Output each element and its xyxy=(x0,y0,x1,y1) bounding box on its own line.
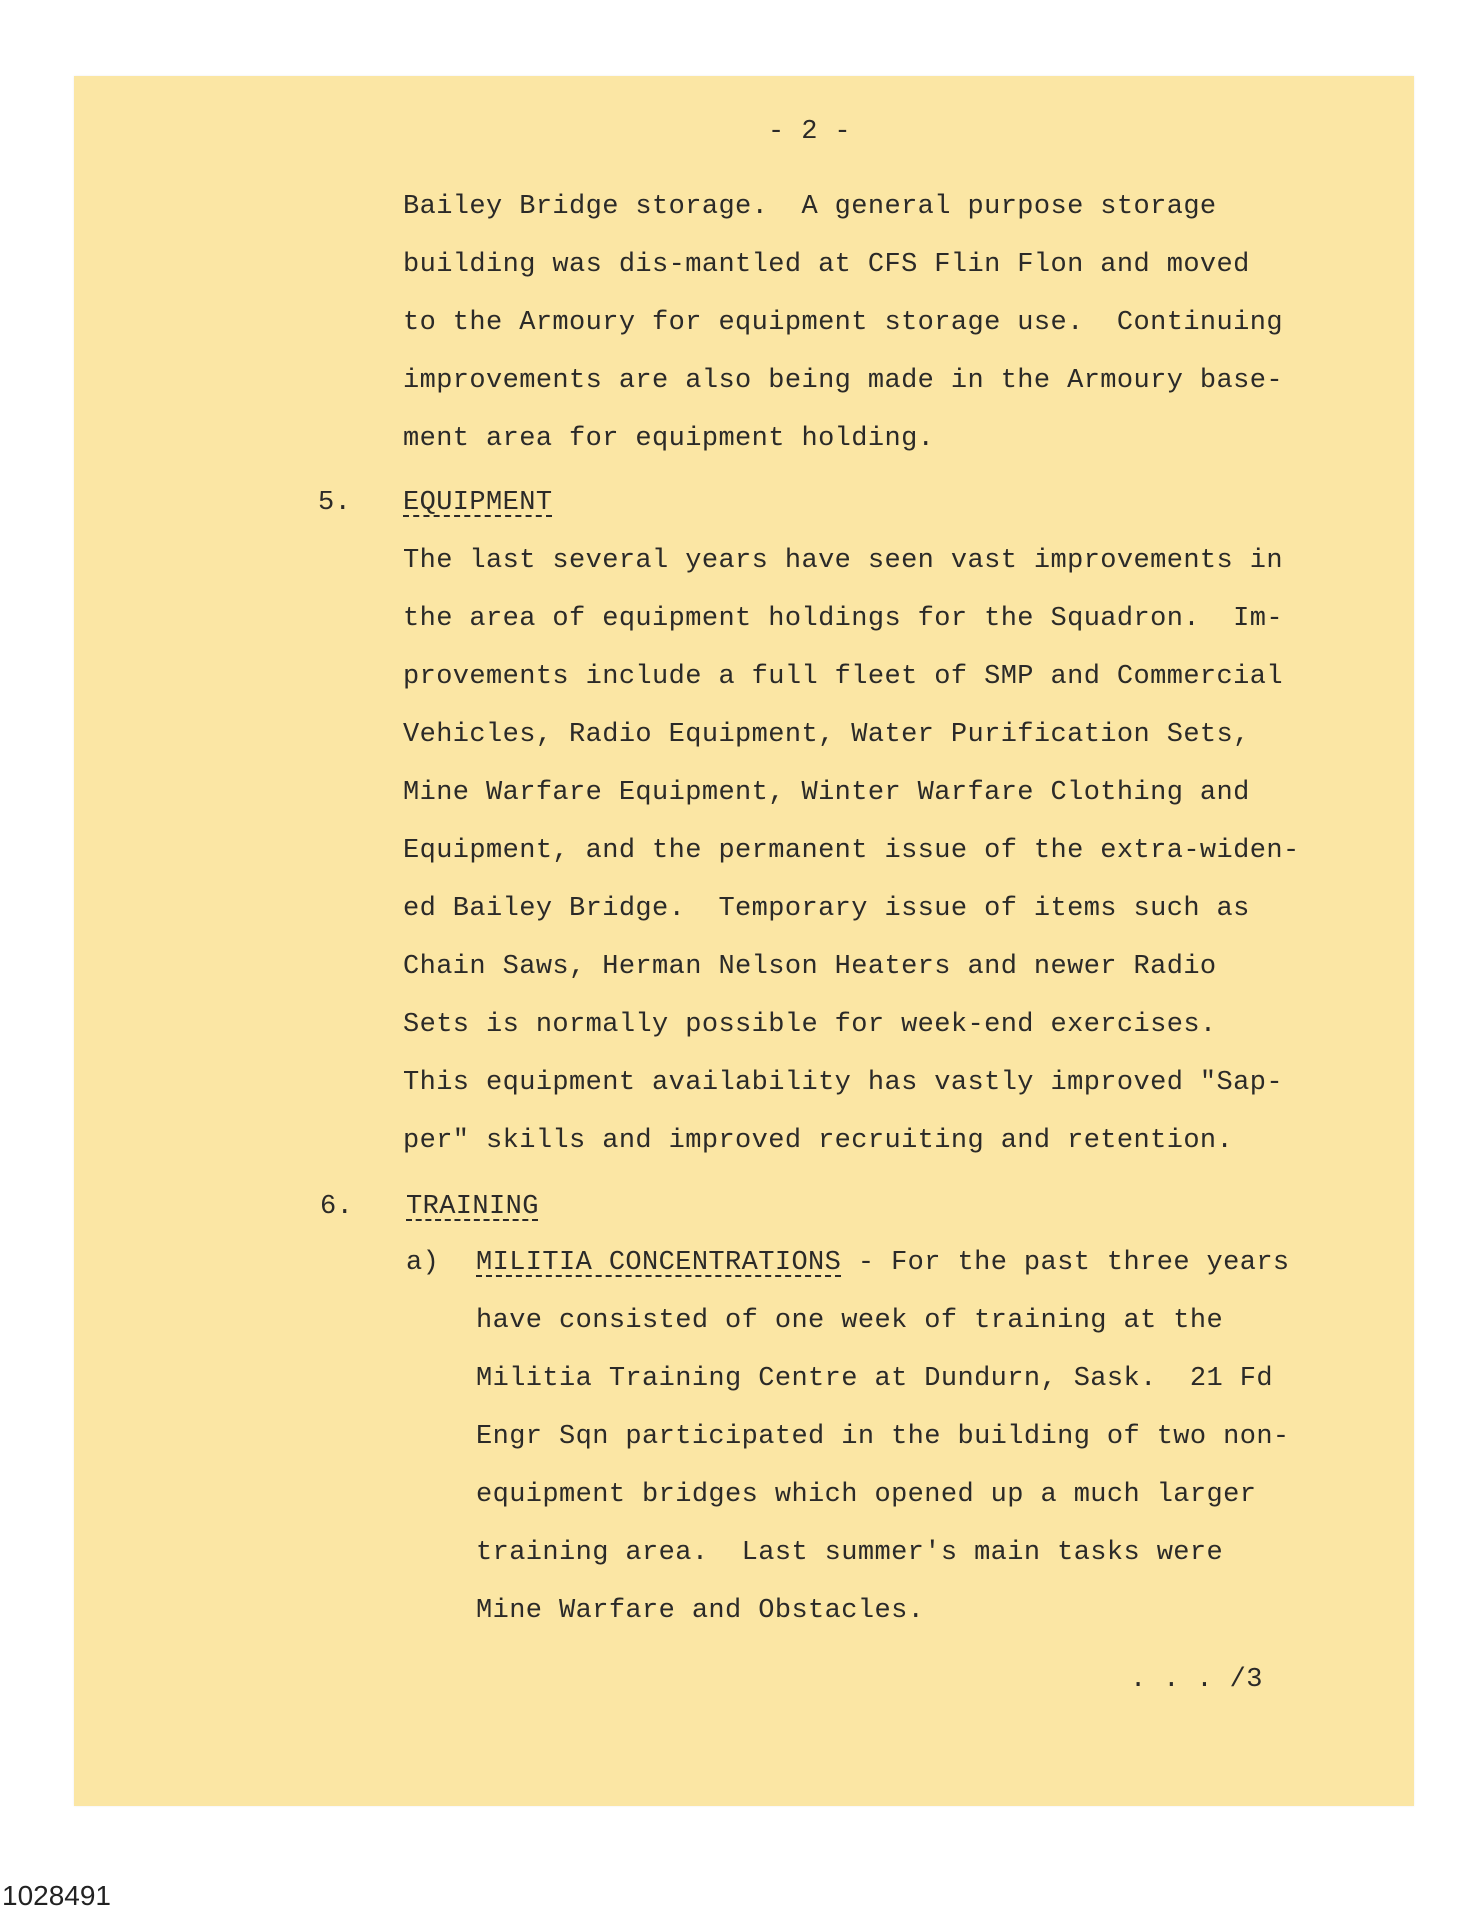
page-number: - 2 - xyxy=(768,117,852,147)
section-5-line: Vehicles, Radio Equipment, Water Purification Sets, xyxy=(403,720,1250,750)
item-a-line: have consisted of one week of training at the xyxy=(476,1306,1224,1336)
intro-line: ment area for equipment holding. xyxy=(403,424,935,454)
intro-line: building was dis-mantled at CFS Flin Flon and moved xyxy=(403,250,1250,280)
continuation-marker: . . . /3 xyxy=(1130,1665,1263,1695)
item-a-first-line xyxy=(476,1248,1290,1278)
intro-line: Bailey Bridge storage. A general purpose storage xyxy=(403,192,1217,222)
item-a-line: Militia Training Centre at Dundurn, Sask. 21 Fd xyxy=(476,1364,1273,1394)
section-5-heading: EQUIPMENT xyxy=(403,488,553,518)
section-5-line: Mine Warfare Equipment, Winter Warfare Clothing and xyxy=(403,778,1250,808)
section-5-line: The last several years have seen vast improvements in xyxy=(403,546,1283,576)
section-6-heading: TRAINING xyxy=(406,1192,539,1222)
item-a-line: Mine Warfare and Obstacles. xyxy=(476,1596,925,1626)
item-a-heading: MILITIA CONCENTRATIONS xyxy=(476,1248,842,1278)
item-a-label: a) xyxy=(406,1248,440,1278)
intro-line: to the Armoury for equipment storage use. Continuing xyxy=(403,308,1283,338)
section-5-line: Chain Saws, Herman Nelson Heaters and newer Radio xyxy=(403,952,1217,982)
section-5-line: Sets is normally possible for week-end exercises. xyxy=(403,1010,1217,1040)
section-5-line: Equipment, and the permanent issue of the extra-widen- xyxy=(403,836,1300,866)
section-5-line: the area of equipment holdings for the Squadron. Im- xyxy=(403,604,1283,634)
section-6-number: 6. xyxy=(320,1192,354,1222)
item-a-first-line-rest: - For the past three years xyxy=(841,1248,1290,1278)
section-5-line: per" skills and improved recruiting and retention. xyxy=(403,1126,1234,1156)
section-5-line: This equipment availability has vastly improved "Sap- xyxy=(403,1068,1283,1098)
item-a-line: training area. Last summer's main tasks were xyxy=(476,1538,1224,1568)
section-5-line: ed Bailey Bridge. Temporary issue of items such as xyxy=(403,894,1250,924)
section-5-number: 5. xyxy=(318,488,352,518)
section-5-line: provements include a full fleet of SMP and Commercial xyxy=(403,662,1283,692)
item-a-line: Engr Sqn participated in the building of two non- xyxy=(476,1422,1290,1452)
document-id: 1028491 xyxy=(2,1880,112,1911)
intro-line: improvements are also being made in the Armoury base- xyxy=(403,366,1283,396)
item-a-line: equipment bridges which opened up a much larger xyxy=(476,1480,1257,1510)
